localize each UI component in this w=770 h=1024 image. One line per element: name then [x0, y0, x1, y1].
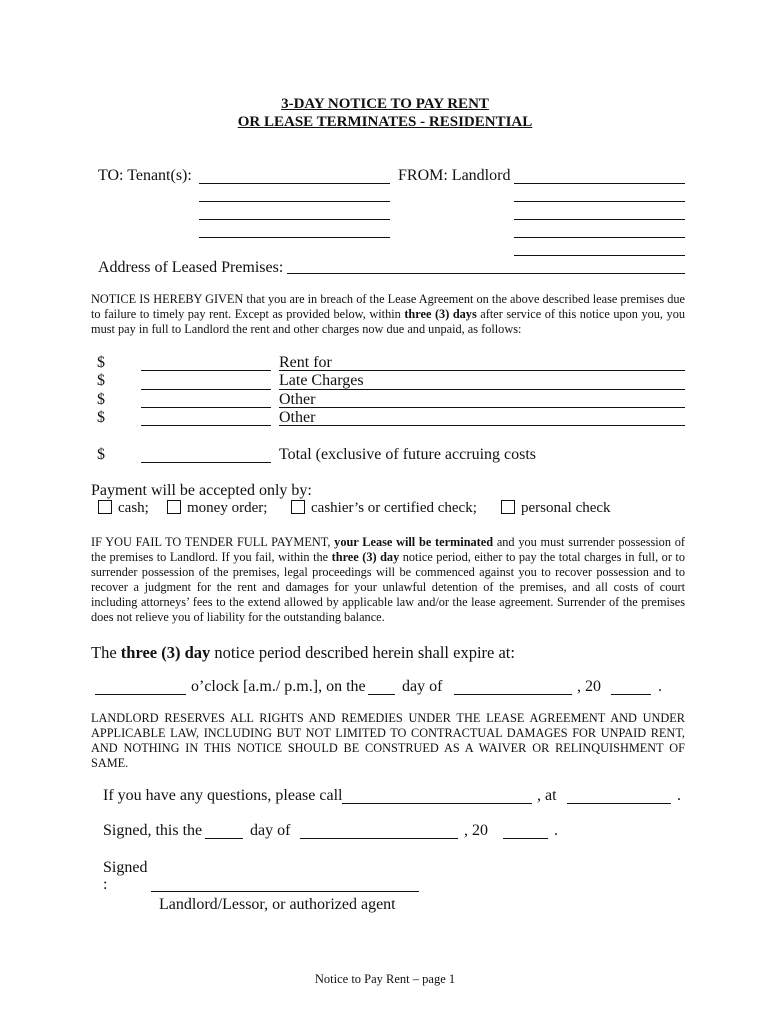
charge-label-late: Late Charges: [279, 372, 364, 389]
payment-option-money-order[interactable]: money order;: [167, 500, 267, 517]
payment-option-cashiers-check[interactable]: cashier’s or certified check;: [291, 500, 477, 517]
total-dollar: $: [97, 446, 105, 463]
expire-hour-line[interactable]: [95, 694, 186, 695]
charge-dollar-4: $: [97, 409, 105, 426]
payment-label: Payment will be accepted only by:: [91, 482, 312, 499]
expire-period: .: [658, 678, 662, 695]
signed-this-label: Signed, this the: [103, 822, 203, 839]
tenant-name-line-3[interactable]: [199, 219, 390, 220]
charge-dollar-1: $: [97, 354, 105, 371]
reserves-paragraph: LANDLORD RESERVES ALL RIGHTS AND REMEDIES UNDER THE LEASE AGREEMENT AND UNDER APPLICABLE LAW, INCLUDING BUT NOT LIMITED TO CONTRACTUAL DAMAGES FOR UNPAID RENT, AND NOTHING IN THIS NOTICE SHOULD BE CONSTRUED AS A WAIVER OR RELINQUISHMENT OF SAME.: [91, 711, 685, 770]
landlord-name-line-5[interactable]: [514, 255, 685, 256]
signed-day-line[interactable]: [205, 838, 243, 839]
charge-label-rent: Rent for: [279, 354, 332, 371]
charge-dollar-2: $: [97, 372, 105, 389]
total-label: Total (exclusive of future accruing costs: [279, 446, 537, 463]
signed-year-prefix: , 20: [464, 822, 488, 839]
payment-option-personal-check[interactable]: personal check: [501, 500, 611, 517]
payment-option-cash[interactable]: cash;: [98, 500, 149, 517]
charge-label-other-2: Other: [279, 409, 316, 426]
expire-day-line[interactable]: [368, 694, 395, 695]
expire-statement: The three (3) day notice period described herein shall expire at:: [91, 643, 515, 662]
questions-phone-line[interactable]: [567, 803, 671, 804]
document-title-line1: 3-DAY NOTICE TO PAY RENT: [281, 96, 489, 112]
signed-year-line[interactable]: [503, 838, 548, 839]
signed-day-of: day of: [250, 822, 291, 839]
signed-month-line[interactable]: [300, 838, 458, 839]
charge-amount-line-3[interactable]: [141, 407, 271, 408]
tenant-name-line-1[interactable]: [199, 183, 390, 184]
charge-amount-line-4[interactable]: [141, 425, 271, 426]
personal-check-checkbox[interactable]: [501, 500, 515, 514]
signature-caption: Landlord/Lessor, or authorized agent: [159, 896, 396, 913]
to-tenant-label: TO: Tenant(s):: [98, 167, 192, 184]
charge-desc-line-3[interactable]: [279, 407, 685, 408]
oclock-text: o’clock [a.m./ p.m.], on the: [191, 678, 366, 695]
charge-amount-line-1[interactable]: [141, 370, 271, 371]
charge-desc-line-2[interactable]: [279, 389, 685, 390]
questions-name-line[interactable]: [342, 803, 532, 804]
cashiers-check-checkbox[interactable]: [291, 500, 305, 514]
address-label: Address of Leased Premises:: [98, 259, 284, 276]
notice-paragraph: NOTICE IS HEREBY GIVEN that you are in breach of the Lease Agreement on the above described lease premises due to failure to timely pay rent. Except as provided below, within three (3) days after service of this notice upon you, you must pay in full to Landlord the rent and other charges now due and unpaid, as follows:: [91, 292, 685, 336]
failure-paragraph: IF YOU FAIL TO TENDER FULL PAYMENT, your Lease will be terminated and you must surrender possession of the premises to Landlord. If you fail, within the three (3) day notice period, either to pay the total charges in full, or to surrender possession of the premises, legal proceedings will be commenced against you to recover possession and to recover a judgment for the rent and damages for your unlawful detention of the premises, and all costs of court including attorneys’ fees to the extend allowed by applicable law and/or the lease agreement. Surrender of the premises does not relieve you of liability for the outstanding balance.: [91, 535, 685, 624]
tenant-name-line-4[interactable]: [199, 237, 390, 238]
expire-day-of: day of: [402, 678, 443, 695]
charge-desc-line-1[interactable]: [279, 370, 685, 371]
expire-year-prefix: , 20: [577, 678, 601, 695]
landlord-name-line-2[interactable]: [514, 201, 685, 202]
landlord-name-line-1[interactable]: [514, 183, 685, 184]
from-landlord-label: FROM: Landlord: [398, 167, 511, 184]
charge-desc-line-4[interactable]: [279, 425, 685, 426]
document-title-line2: OR LEASE TERMINATES - RESIDENTIAL: [237, 114, 533, 130]
total-amount-line[interactable]: [141, 462, 271, 463]
tenant-name-line-2[interactable]: [199, 201, 390, 202]
page-footer: Notice to Pay Rent – page 1: [314, 972, 456, 986]
signed-colon: :: [103, 876, 108, 893]
cash-checkbox[interactable]: [98, 500, 112, 514]
landlord-name-line-4[interactable]: [514, 237, 685, 238]
expire-month-line[interactable]: [454, 694, 572, 695]
signed-label: Signed: [103, 859, 148, 876]
signed-period: .: [554, 822, 558, 839]
address-line[interactable]: [287, 273, 685, 274]
charge-amount-line-2[interactable]: [141, 389, 271, 390]
expire-year-line[interactable]: [611, 694, 651, 695]
charge-dollar-3: $: [97, 391, 105, 408]
questions-label: If you have any questions, please call: [103, 787, 343, 804]
questions-period: .: [677, 787, 681, 804]
charge-label-other-1: Other: [279, 391, 316, 408]
money-order-checkbox[interactable]: [167, 500, 181, 514]
questions-at: , at: [537, 787, 557, 804]
signature-line[interactable]: [151, 891, 419, 892]
landlord-name-line-3[interactable]: [514, 219, 685, 220]
